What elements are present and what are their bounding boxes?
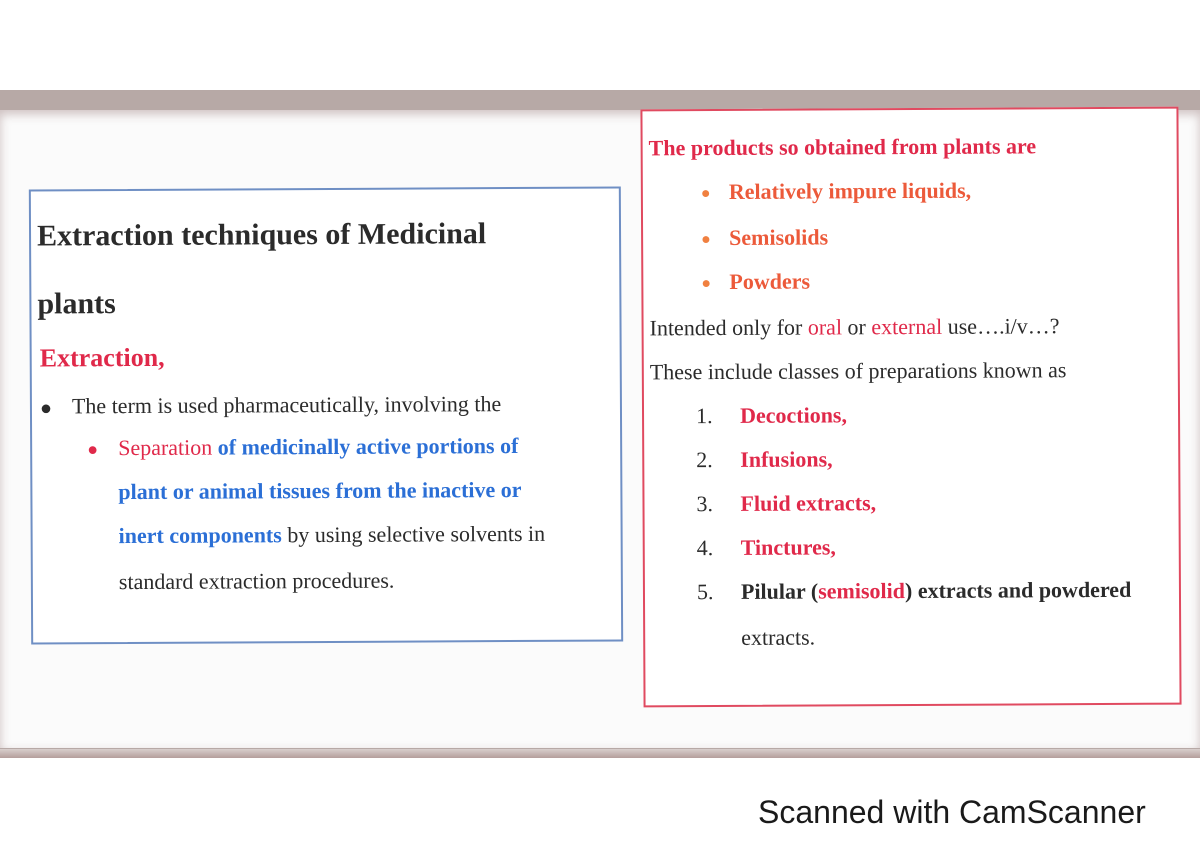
- these-include-line: These include classes of preparations known as: [649, 357, 1067, 385]
- sub-bullet-icon: ●: [87, 439, 99, 460]
- list-number-2: 2.: [696, 447, 713, 473]
- bullet-icon: ●: [39, 397, 53, 420]
- list-item-4: Tinctures,: [740, 534, 836, 560]
- list-item-1: Decoctions,: [739, 402, 848, 428]
- sub-line1-blue: of medicinally active portions of: [212, 432, 519, 460]
- intended-part3: use….i/v…?: [942, 313, 1060, 339]
- products-heading: The products so obtained from plants are: [648, 133, 1037, 161]
- product-item-2: Semisolids: [729, 224, 829, 250]
- sub-line2-blue: plant or animal tissues from the inactive or: [118, 476, 522, 505]
- sub-line3-blue: inert components: [118, 522, 282, 549]
- sub-bullet-line-1: [118, 433, 518, 461]
- sub-bullet-line-4: standard extraction procedures.: [118, 567, 395, 595]
- list-item-5-line-2: extracts.: [741, 624, 816, 650]
- list-item-3: Fluid extracts,: [740, 490, 877, 516]
- bullet-icon: ●: [701, 275, 712, 293]
- sub-bullet-line-2: [118, 477, 521, 505]
- list-item-5: [741, 577, 1131, 605]
- bullet-icon: ●: [701, 231, 711, 249]
- sub-bullet-line-3: [119, 521, 546, 549]
- product-item-1: Relatively impure liquids,: [728, 177, 972, 204]
- list-number-4: 4.: [696, 535, 714, 561]
- product-item-3: Powders: [729, 268, 811, 294]
- list-number-1: 1.: [695, 403, 713, 429]
- intended-use-line: [650, 313, 1060, 341]
- photo-bottom-edge: [0, 749, 1200, 758]
- item5-part2: ) extracts and powdered: [904, 576, 1132, 604]
- intended-part1: Intended only for: [649, 314, 808, 341]
- oral-word: oral: [807, 314, 843, 340]
- separation-word: Separation: [118, 434, 213, 461]
- bullet-icon: ●: [700, 185, 711, 203]
- list-number-3: 3.: [696, 491, 714, 517]
- item5-part1: Pilular (: [740, 578, 819, 604]
- camscanner-footer: Scanned with CamScanner: [758, 794, 1146, 830]
- intended-part2: or: [841, 314, 872, 340]
- right-content-box: [640, 107, 1181, 708]
- semisolid-word: semisolid: [818, 578, 906, 604]
- list-item-2: Infusions,: [740, 446, 833, 472]
- left-content-box: [29, 186, 623, 644]
- title-line-2: plants: [37, 287, 116, 321]
- bullet-text: The term is used pharmaceutically, involving the: [71, 391, 502, 419]
- sub-line3-dark: by using selective solvents in: [281, 520, 546, 548]
- external-word: external: [871, 313, 943, 340]
- extraction-label: Extraction,: [39, 342, 165, 373]
- list-number-5: 5.: [696, 579, 714, 605]
- title-line-1: Extraction techniques of Medicinal: [36, 217, 487, 253]
